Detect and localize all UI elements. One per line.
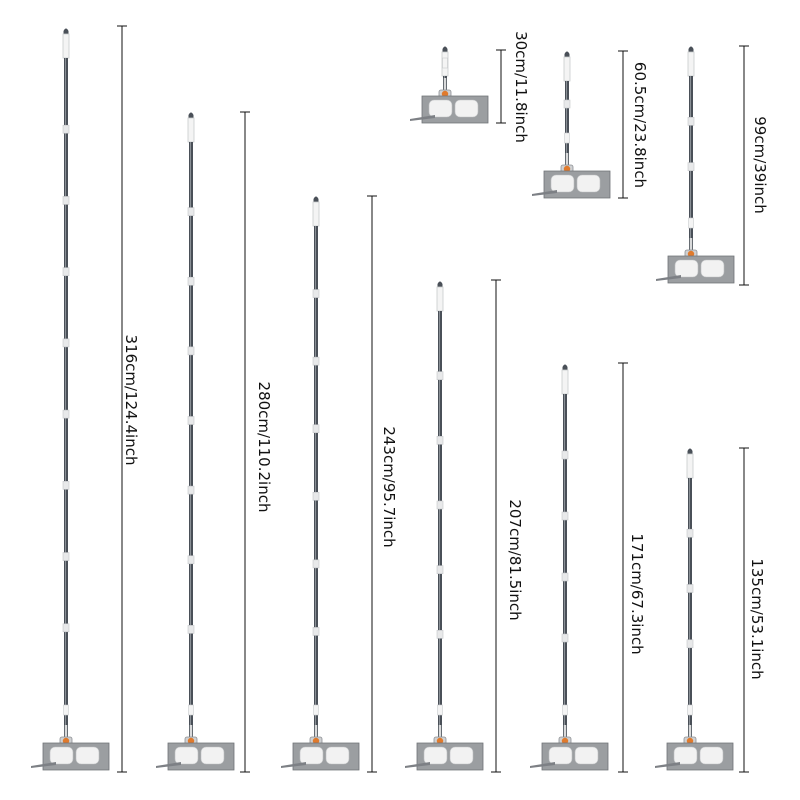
dim-label-text: 60.5cm/23.8inch	[631, 61, 649, 189]
pole-cap	[64, 29, 69, 35]
pole-grip	[564, 57, 570, 81]
pole-joint	[688, 163, 694, 171]
mop-99	[656, 47, 734, 284]
measure-mop-99	[739, 46, 749, 285]
pole-joint	[313, 627, 319, 635]
mop-pad	[575, 747, 598, 764]
mop-316	[31, 29, 109, 771]
measurement-lines	[117, 26, 749, 772]
mop-pad	[674, 747, 697, 764]
pole-joint	[188, 625, 194, 633]
mop-pad	[577, 175, 600, 192]
mop-60	[532, 52, 610, 199]
mop-pad	[455, 100, 478, 117]
mop-135	[655, 449, 733, 771]
pole-cap	[189, 113, 194, 119]
mop-30	[410, 47, 488, 124]
dim-label-text: 280cm/110.2inch	[255, 381, 273, 513]
mop-pad	[424, 747, 447, 764]
pole-cap	[443, 47, 448, 53]
dim-label-text: 99cm/39inch	[751, 116, 769, 214]
mop-pad	[675, 260, 698, 277]
pole-joint	[687, 529, 693, 537]
pole-body	[563, 394, 567, 739]
dim-label-text: 30cm/11.8inch	[512, 31, 530, 143]
measure-mop-60	[618, 51, 628, 198]
pole-grip	[687, 454, 693, 478]
pole-joint	[188, 208, 194, 216]
measure-mop-171	[618, 363, 628, 772]
mop-pad	[76, 747, 99, 764]
pole-joint	[63, 125, 69, 133]
pole-joint	[63, 410, 69, 418]
pole-joint	[313, 492, 319, 500]
dim-label-text: 207cm/81.5inch	[506, 499, 524, 621]
measure-mop-280	[240, 112, 250, 772]
pole-joint	[63, 268, 69, 276]
pole-joint	[313, 357, 319, 365]
pole-joint	[313, 290, 319, 298]
measure-mop-207	[491, 280, 501, 772]
pole-body	[189, 142, 193, 739]
pole-joint	[313, 560, 319, 568]
pole-joint	[437, 566, 443, 574]
pole-joint	[688, 117, 694, 125]
pole-joint	[188, 486, 194, 494]
mop-pad	[175, 747, 198, 764]
pole-joint	[564, 100, 570, 108]
pole-grip	[688, 52, 694, 76]
mop-pad	[201, 747, 224, 764]
pole-joint	[188, 556, 194, 564]
pole-joint	[562, 512, 568, 520]
mop-pad	[50, 747, 73, 764]
dim-label-text: 135cm/53.1inch	[748, 558, 766, 680]
mop-207	[405, 282, 483, 771]
pole-body	[314, 226, 318, 739]
mop-pad	[326, 747, 349, 764]
pole-grip	[63, 34, 69, 58]
measure-mop-243	[367, 196, 377, 772]
dim-label-text: 316cm/124.4inch	[122, 334, 140, 466]
pole-cap	[563, 365, 568, 371]
pole-joint	[687, 640, 693, 648]
pole-joint	[562, 634, 568, 642]
pole-cap	[565, 52, 570, 58]
pole-joint	[313, 425, 319, 433]
pole-grip	[188, 118, 194, 142]
pole-cap	[314, 197, 319, 203]
mop-pad	[700, 747, 723, 764]
dim-label-text: 171cm/67.3inch	[628, 533, 646, 655]
pole-grip	[562, 370, 568, 394]
pole-cap	[688, 449, 693, 455]
pole-joint	[63, 196, 69, 204]
pole-joint	[63, 624, 69, 632]
mop-pad	[549, 747, 572, 764]
pole-joint	[63, 339, 69, 347]
pole-joint	[437, 501, 443, 509]
mop-pad	[300, 747, 323, 764]
mop-pad	[450, 747, 473, 764]
pole-grip	[313, 202, 319, 226]
pole-joint	[188, 277, 194, 285]
pole-cap	[689, 47, 694, 53]
mop-280	[156, 113, 234, 771]
dim-label-text: 243cm/95.7inch	[380, 426, 398, 548]
mop-171	[530, 365, 608, 771]
pole-body	[64, 58, 68, 739]
mop-pad	[701, 260, 724, 277]
pole-joint	[437, 372, 443, 380]
measure-mop-30	[496, 50, 506, 123]
pole-body	[688, 478, 692, 739]
pole-joint	[437, 630, 443, 638]
pole-joint	[562, 573, 568, 581]
mop-pad	[429, 100, 452, 117]
pole-joint	[188, 417, 194, 425]
pole-grip	[437, 287, 443, 311]
pole-joint	[63, 481, 69, 489]
pole-joint	[437, 436, 443, 444]
pole-joint	[188, 347, 194, 355]
pole-cap	[438, 282, 443, 288]
mop-243	[281, 197, 359, 771]
pole-joint	[562, 451, 568, 459]
pole-joint	[687, 585, 693, 593]
pole-joint	[63, 553, 69, 561]
mop-pad	[551, 175, 574, 192]
